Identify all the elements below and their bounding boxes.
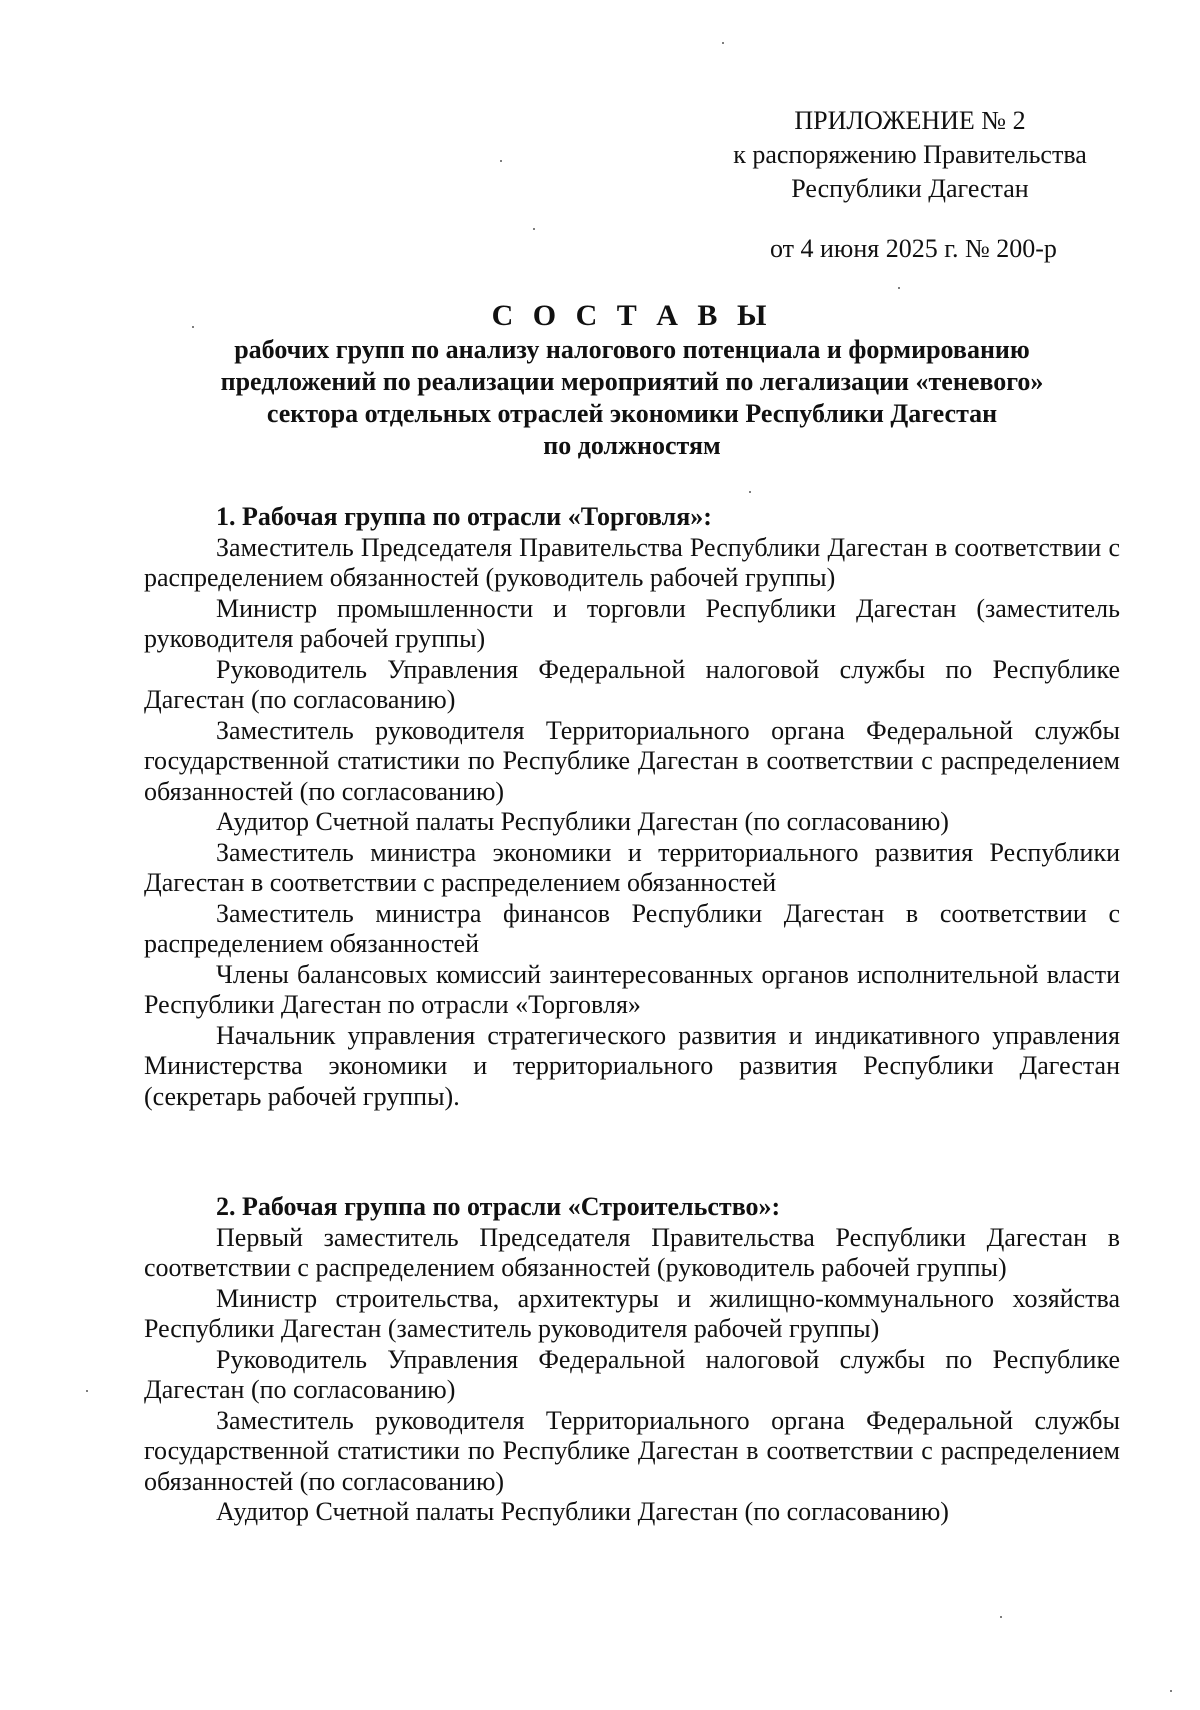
title-line: рабочих групп по анализу налогового потенциала и формированию [234,335,1030,364]
section-title: 2. Рабочая группа по отрасли «Строительство»: [216,1192,781,1221]
member-item: Заместитель руководителя Территориального органа Федеральной службы государственной статистики по Республике Дагестан в соответствии с распределением обязанностей (по согласованию) [144,1405,1120,1496]
scan-speck [722,42,724,44]
title-line: сектора отдельных отраслей экономики Республики Дагестан [266,399,998,428]
order-date: от 4 июня 2025 г. № 200-р [770,234,1057,263]
appendix-to-order: к распоряжению Правительства [733,140,1087,169]
appendix-republic: Республики Дагестан [791,174,1029,203]
title-line: по должностям [543,431,721,460]
scan-speck [1000,1616,1002,1618]
appendix-number: ПРИЛОЖЕНИЕ № 2 [794,106,1026,135]
member-item: Руководитель Управления Федеральной налоговой службы по Республике Дагестан (по согласованию) [144,1344,1120,1404]
working-group-trade [144,502,1120,1112]
section-title: 1. Рабочая группа по отрасли «Торговля»: [216,502,712,531]
member-item: Заместитель министра экономики и территориального развития Республики Дагестан в соответствии с распределением обязанностей [144,837,1120,897]
scan-speck [749,491,751,493]
title-main: С О С Т А В Ы [491,299,773,332]
working-group-construction [144,1192,1120,1528]
member-item: Аудитор Счетной палаты Республики Дагестан (по согласованию) [216,1497,949,1526]
scan-speck [192,326,194,328]
document-title [144,300,1120,462]
member-item: Руководитель Управления Федеральной налоговой службы по Республике Дагестан (по согласованию) [144,654,1120,714]
member-item: Первый заместитель Председателя Правительства Республики Дагестан в соответствии с распределением обязанностей (руководитель рабочей группы) [144,1222,1120,1282]
member-item: Аудитор Счетной палаты Республики Дагестан (по согласованию) [216,807,949,836]
member-item: Заместитель руководителя Территориального органа Федеральной службы государственной статистики по Республике Дагестан в соответствии с распределением обязанностей (по согласованию) [144,715,1120,806]
scan-speck [898,287,900,289]
appendix-header [700,104,1120,206]
member-item: Министр строительства, архитектуры и жилищно-коммунального хозяйства Республики Дагестан (заместитель руководителя рабочей группы) [144,1283,1120,1343]
member-item: Заместитель Председателя Правительства Республики Дагестан в соответствии с распределением обязанностей (руководитель рабочей группы) [144,532,1120,592]
member-item: Члены балансовых комиссий заинтересованных органов исполнительной власти Республики Дагестан по отрасли «Торговля» [144,959,1120,1019]
title-line: предложений по реализации мероприятий по легализации «теневого» [220,367,1044,396]
member-item: Заместитель министра финансов Республики Дагестан в соответствии с распределением обязанностей [144,898,1120,958]
scan-speck [533,228,535,230]
scan-speck [1170,1690,1172,1692]
member-item: Начальник управления стратегического развития и индикативного управления Министерства экономики и территориального развития Республики Дагестан (секретарь рабочей группы). [144,1020,1120,1111]
member-item: Министр промышленности и торговли Республики Дагестан (заместитель руководителя рабочей группы) [144,593,1120,653]
scan-speck [500,160,502,162]
scan-speck [86,1390,88,1392]
